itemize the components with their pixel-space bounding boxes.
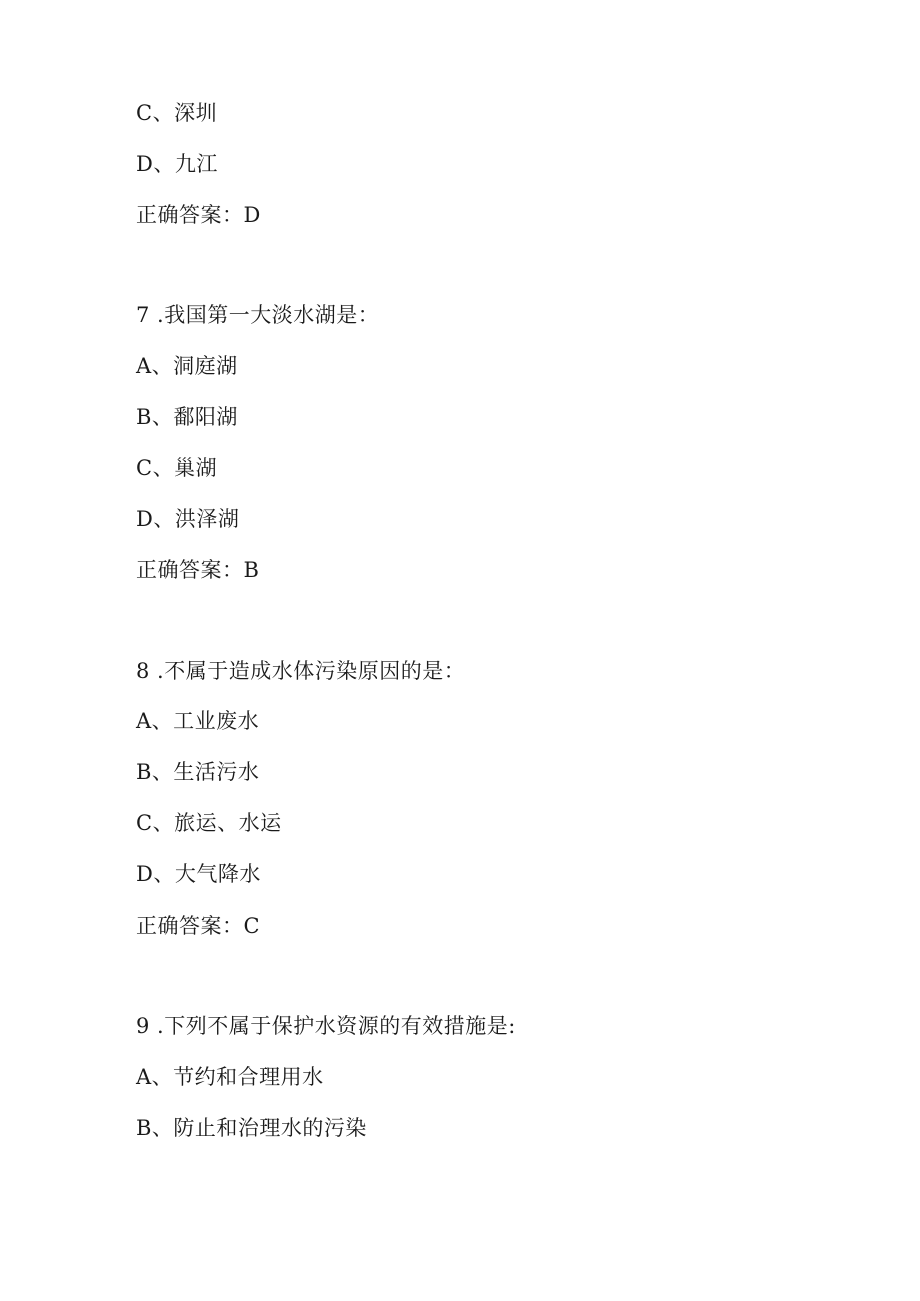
answer-text: 正确答案：D <box>136 203 261 227</box>
option-b-text: B、防止和治理水的污染 <box>136 1116 367 1140</box>
question-8-text: 8 .不属于造成水体污染原因的是： <box>136 659 466 683</box>
option-a-text: A、洞庭湖 <box>136 354 238 378</box>
option-d-text: D、大气降水 <box>136 862 261 886</box>
option-d-text: D、九江 <box>136 152 218 176</box>
option-c-text: C、旅运、水运 <box>136 811 282 835</box>
question-9-text: 9 .下列不属于保护水资源的有效措施是: <box>136 1014 516 1038</box>
option-a-text: A、工业废水 <box>136 709 260 733</box>
answer-text: 正确答案：B <box>136 558 260 582</box>
answer-text: 正确答案：C <box>136 914 261 938</box>
option-c-text: C、巢湖 <box>136 456 218 480</box>
option-b-text: B、生活污水 <box>136 760 260 784</box>
option-a-text: A、节约和合理用水 <box>136 1065 324 1089</box>
question-7-text: 7 .我国第一大淡水湖是： <box>136 303 380 327</box>
option-d-text: D、洪泽湖 <box>136 507 240 531</box>
option-b-text: B、鄱阳湖 <box>136 405 238 429</box>
option-c-text: C、深圳 <box>136 101 218 125</box>
